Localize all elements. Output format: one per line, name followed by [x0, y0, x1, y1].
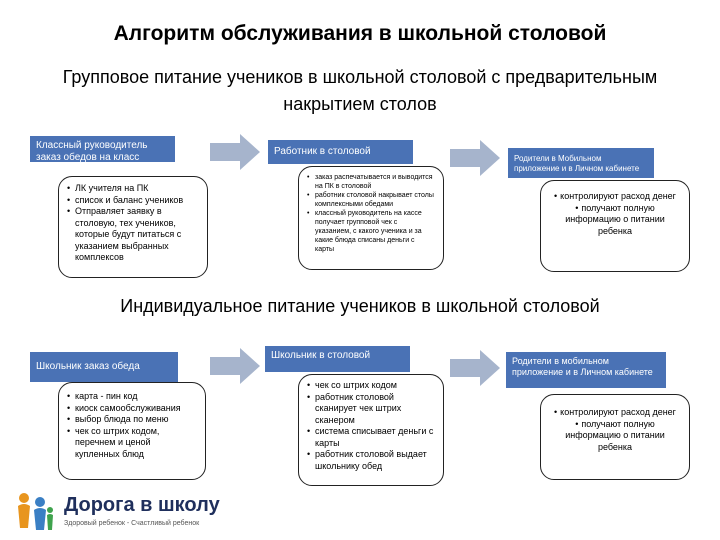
list-item: • работник столовой сканирует чек штрих сканером	[307, 392, 435, 427]
group-step2-card	[298, 166, 444, 270]
list-item: • получают полную информацию о питании ребенка	[549, 203, 681, 238]
individual-step3-card	[540, 394, 690, 480]
page-title: Алгоритм обслуживания в школьной столовой	[113, 22, 607, 45]
logo-tagline: Здоровый ребенок - Счастливый ребенок	[64, 520, 200, 527]
list-item: • ЛК учителя на ПК	[67, 183, 199, 195]
group-step1-card	[58, 176, 208, 278]
arrow-right-icon	[450, 140, 500, 176]
arrow-right-icon	[450, 350, 500, 386]
list-item: • карта - пин код	[67, 391, 197, 403]
group-step3-header: Родители в Мобильном приложение и в Личном кабинете	[508, 148, 654, 178]
list-item: • работник столовой накрывает столы комплексными обедами	[307, 191, 435, 209]
arrow-right-icon	[210, 134, 260, 170]
list-item: • классный руководитель на кассе получает групповой чек с указанием, с какого ученика и за какие блюда списаны деньги с карты	[307, 209, 435, 254]
list-item: • работник столовой выдает школьнику обед	[307, 449, 435, 472]
list-item: • система списывает деньги с карты	[307, 426, 435, 449]
group-step2-header: Работник в столовой	[268, 140, 413, 164]
list-item: • киоск самообслуживания	[67, 403, 197, 415]
list-item: • контролируют расход денег	[549, 191, 681, 203]
individual-step1-header: Школьник заказ обеда	[30, 352, 178, 382]
individual-section-heading: Индивидуальное питание учеников в школьной столовой	[120, 296, 600, 316]
list-item: • заказ распечатывается и выводится на ПК в столовой	[307, 173, 435, 191]
group-section-heading: Групповое питание учеников в школьной столовой с предварительным накрытием столов	[62, 67, 658, 114]
list-item: • чек со штрих кодом, перечнем и ценой купленных блюд	[67, 426, 197, 461]
individual-step1-card	[58, 382, 206, 480]
individual-step3-header: Родители в мобильном приложение и в Личном кабинете	[506, 352, 666, 388]
list-item: • контролируют расход денег	[549, 407, 681, 419]
list-item: • получают полную информацию о питании ребенка	[549, 419, 681, 454]
list-item: • Отправляет заявку в столовую, тех учеников, которые будут питаться с указанием выбранных комплексов	[67, 206, 199, 264]
individual-step2-card	[298, 374, 444, 486]
individual-step2-header: Школьник в столовой	[265, 346, 410, 372]
children-logo-icon	[14, 490, 56, 534]
list-item: • список и баланс учеников	[67, 195, 199, 207]
group-step3-card	[540, 180, 690, 272]
group-step1-header: Классный руководитель заказ обедов на класс	[30, 136, 175, 162]
arrow-right-icon	[210, 348, 260, 384]
logo-name: Дорога в школу	[64, 494, 220, 516]
list-item: • выбор блюда по меню	[67, 414, 197, 426]
list-item: • чек со штрих кодом	[307, 380, 435, 392]
logo	[14, 490, 254, 534]
